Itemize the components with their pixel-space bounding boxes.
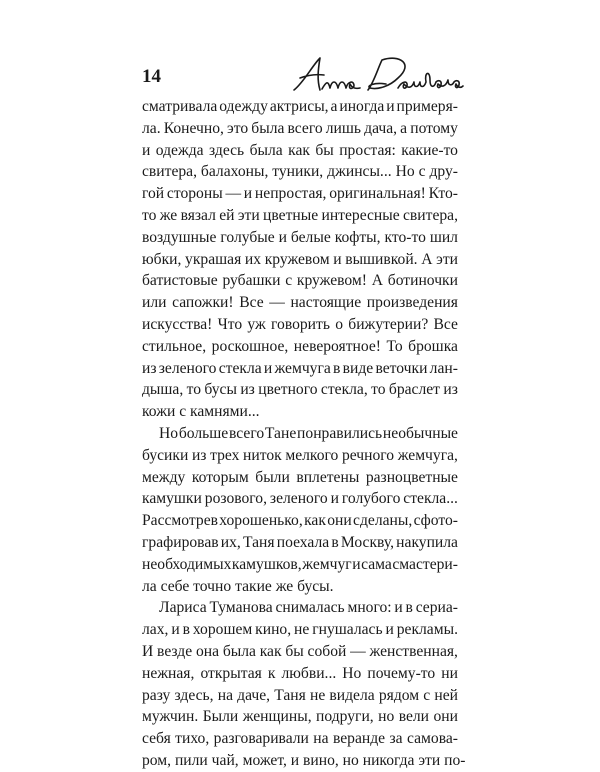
text-line: ром, пили чай, может, и вино, но никогда эти по- bbox=[142, 751, 466, 769]
text-line: кожи с камнями... bbox=[142, 403, 260, 421]
text-line: стильное, роскошное, невероятное! То брошка bbox=[142, 337, 458, 355]
text-line: из зеленого стекла и жемчуга в виде веточки лан- bbox=[142, 359, 458, 377]
text-line: бусики из трех ниток мелкого речного жемчуга, bbox=[142, 446, 458, 464]
text-line: то же вязал ей эти цветные интересные свитера, bbox=[142, 206, 458, 224]
text-line: дыша, то бусы из цветного стекла, то браслет из bbox=[142, 381, 458, 399]
text-line: батистовые рубашки с кружевом! А ботиночки bbox=[142, 272, 458, 290]
text-line: И везде она была как бы собой — женственная, bbox=[142, 642, 458, 660]
author-signature bbox=[290, 52, 465, 98]
text-line: Но больше всего Тане понравились необычные bbox=[159, 424, 458, 442]
page-number: 14 bbox=[142, 66, 161, 87]
text-line: свитера, балахоны, туники, джинсы... Но с дру- bbox=[142, 163, 458, 181]
text-line: и одежда здесь была как бы простая: какие-то bbox=[142, 141, 458, 159]
text-line: юбки, украшая их кружевом и вышивкой. А эти bbox=[142, 250, 458, 268]
paragraph bbox=[142, 96, 458, 423]
text-line: воздушные голубые и белые кофты, кто-то шил bbox=[142, 228, 458, 246]
text-line: между которым были вплетены разноцветные bbox=[142, 468, 458, 486]
paragraph bbox=[142, 597, 466, 771]
text-line: Рассмотрев хорошенько, как они сделаны, сфото- bbox=[142, 512, 458, 530]
text-line: необходимых камушков, жемчуг и сама смастери- bbox=[142, 555, 458, 573]
text-line: или сапожки! Все — настоящие произведения bbox=[142, 294, 458, 312]
text-line: лах, и в хорошем кино, не гнушалась и рекламы. bbox=[142, 621, 458, 639]
text-line: графировав их, Таня поехала в Москву, накупила bbox=[142, 533, 458, 551]
text-line: сматривала одежду актрисы, а иногда и примеря- bbox=[142, 98, 458, 115]
text-line: камушки розового, зеленого и голубого стекла... bbox=[142, 490, 458, 508]
text-line: себя тихо, разговаривали на веранде за самова- bbox=[142, 730, 458, 748]
text-line: нежная, открытая к любви... Но почему-то ни bbox=[142, 664, 458, 682]
text-line: мужчин. Были женщины, подруги, но вели они bbox=[142, 708, 458, 726]
text-line: искусства! Что уж говорить о бижутерии? Все bbox=[142, 315, 458, 333]
text-line: ла себе точно такие же бусы. bbox=[142, 577, 334, 595]
text-line: разу здесь, на даче, Таня не видела рядом с ней bbox=[142, 686, 458, 704]
body-text bbox=[142, 96, 466, 772]
text-line: гой стороны — и непростая, оригинальная! Кто- bbox=[142, 185, 458, 203]
paragraph bbox=[142, 423, 458, 597]
text-line: ла. Конечно, это была всего лишь дача, а потому bbox=[142, 119, 458, 137]
text-line: Лариса Туманова снималась много: и в сериа- bbox=[159, 599, 458, 617]
